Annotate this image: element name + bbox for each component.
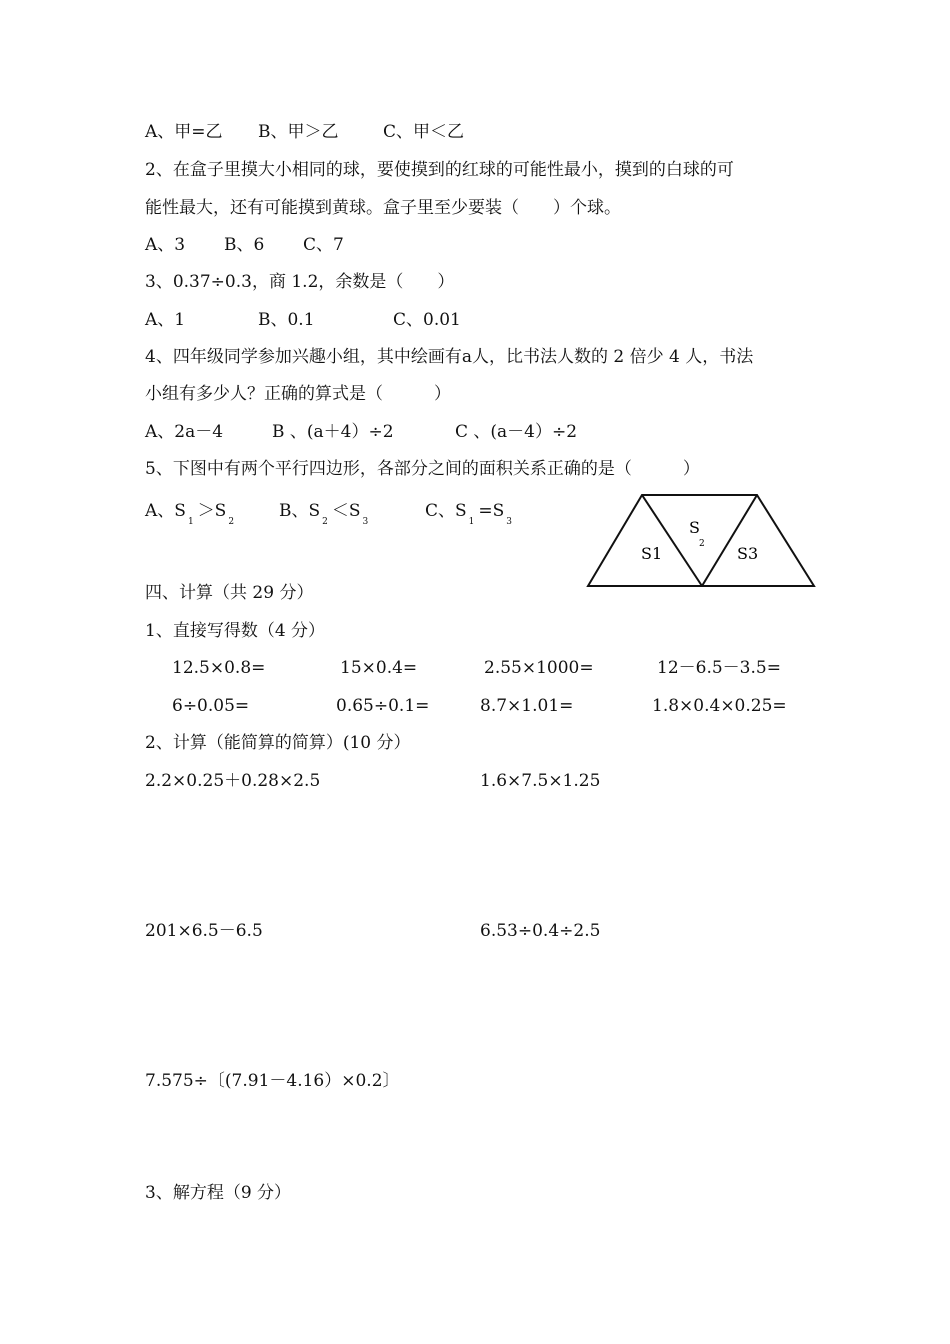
- q5-option-b-prefix: B、S: [279, 501, 321, 521]
- figure-diagonal-right: [702, 495, 757, 586]
- simplify-problem-3: 201×6.5－6.5: [145, 921, 263, 941]
- figure-label-s2: S: [689, 518, 700, 537]
- q4-line2: 小组有多少人？正确的算式是（ ）: [145, 384, 451, 404]
- q2-option-b: B、6: [224, 235, 265, 255]
- q1-option-c: C、甲＜乙: [383, 122, 465, 142]
- section4-sub3-title: 3、解方程（9 分）: [145, 1183, 292, 1203]
- q2-option-a: A、3: [145, 235, 186, 255]
- simplify-problem-4: 6.53÷0.4÷2.5: [480, 921, 601, 941]
- q5-option-b-sub1: 2: [322, 517, 328, 527]
- q4-line1: 4、四年级同学参加兴趣小组，其中绘画有a人，比书法人数的 2 倍少 4 人，书法: [145, 347, 754, 367]
- calc-row2-item4: 1.8×0.4×0.25=: [652, 696, 787, 716]
- q5-option-b: [279, 500, 372, 525]
- q1-option-a: A、甲=乙: [145, 122, 223, 142]
- calc-row1-item1: 12.5×0.8=: [172, 658, 266, 678]
- simplify-problem-2: 1.6×7.5×1.25: [480, 771, 601, 791]
- q5-option-a-prefix: A、S: [145, 501, 186, 521]
- figure-label-s1: S1: [641, 544, 663, 563]
- q5-option-b-op: ＜S: [331, 501, 361, 521]
- q5-option-a: [145, 500, 238, 525]
- figure-label-s2-sub: 2: [699, 539, 705, 549]
- q5-option-c-sub2: 3: [506, 517, 513, 527]
- q3-option-a: A、1: [145, 310, 186, 330]
- q5-option-c-prefix: C、S: [425, 501, 467, 521]
- simplify-problem-1: 2.2×0.25＋0.28×2.5: [145, 771, 321, 791]
- section4-sub2-title: 2、计算（能简算的简算）(10 分）: [145, 733, 411, 753]
- q2-option-c: C、7: [303, 235, 344, 255]
- q1-option-b: B、甲＞乙: [258, 122, 339, 142]
- q5-option-c-sub1: 1: [468, 517, 475, 527]
- calc-row2-item3: 8.7×1.01=: [480, 696, 574, 716]
- calc-row1-item3: 2.55×1000=: [484, 658, 594, 678]
- parallelogram-figure: [585, 490, 817, 590]
- calc-row2-item1: 6÷0.05=: [172, 696, 250, 716]
- q5-option-a-op: ＞S: [197, 501, 227, 521]
- q5-option-c: [425, 500, 516, 525]
- figure-diagonal-left: [642, 495, 702, 586]
- q4-option-a: A、2a－4: [145, 422, 224, 442]
- calc-row2-item2: 0.65÷0.1=: [336, 696, 430, 716]
- calc-row1-item4: 12－6.5－3.5=: [657, 658, 781, 678]
- section4-sub1-title: 1、直接写得数（4 分）: [145, 621, 326, 641]
- q2-line2: 能性最大，还有可能摸到黄球。盒子里至少要装（ ）个球。: [145, 198, 621, 218]
- q5-option-b-sub2: 3: [362, 517, 369, 527]
- q5-option-a-sub2: 2: [228, 517, 235, 527]
- q5-text: 5、下图中有两个平行四边形，各部分之间的面积关系正确的是（ ）: [145, 459, 700, 479]
- q5-option-a-sub1: 1: [187, 517, 194, 527]
- q5-option-c-op: =S: [478, 501, 505, 521]
- section4-title: 四、计算（共 29 分）: [145, 583, 314, 603]
- q4-option-b: B 、(a＋4）÷2: [272, 422, 394, 442]
- q2-line1: 2、在盒子里摸大小相同的球，要使摸到的红球的可能性最小，摸到的白球的可: [145, 160, 734, 180]
- q3-text: 3、0.37÷0.3，商 1.2，余数是（ ）: [145, 272, 455, 292]
- q3-option-b: B、0.1: [258, 310, 315, 330]
- calc-row1-item2: 15×0.4=: [340, 658, 418, 678]
- q4-option-c: C 、(a－4）÷2: [455, 422, 578, 442]
- figure-label-s3: S3: [737, 544, 759, 563]
- q3-option-c: C、0.01: [393, 310, 461, 330]
- simplify-problem-5: 7.575÷〔(7.91－4.16）×0.2〕: [145, 1071, 400, 1091]
